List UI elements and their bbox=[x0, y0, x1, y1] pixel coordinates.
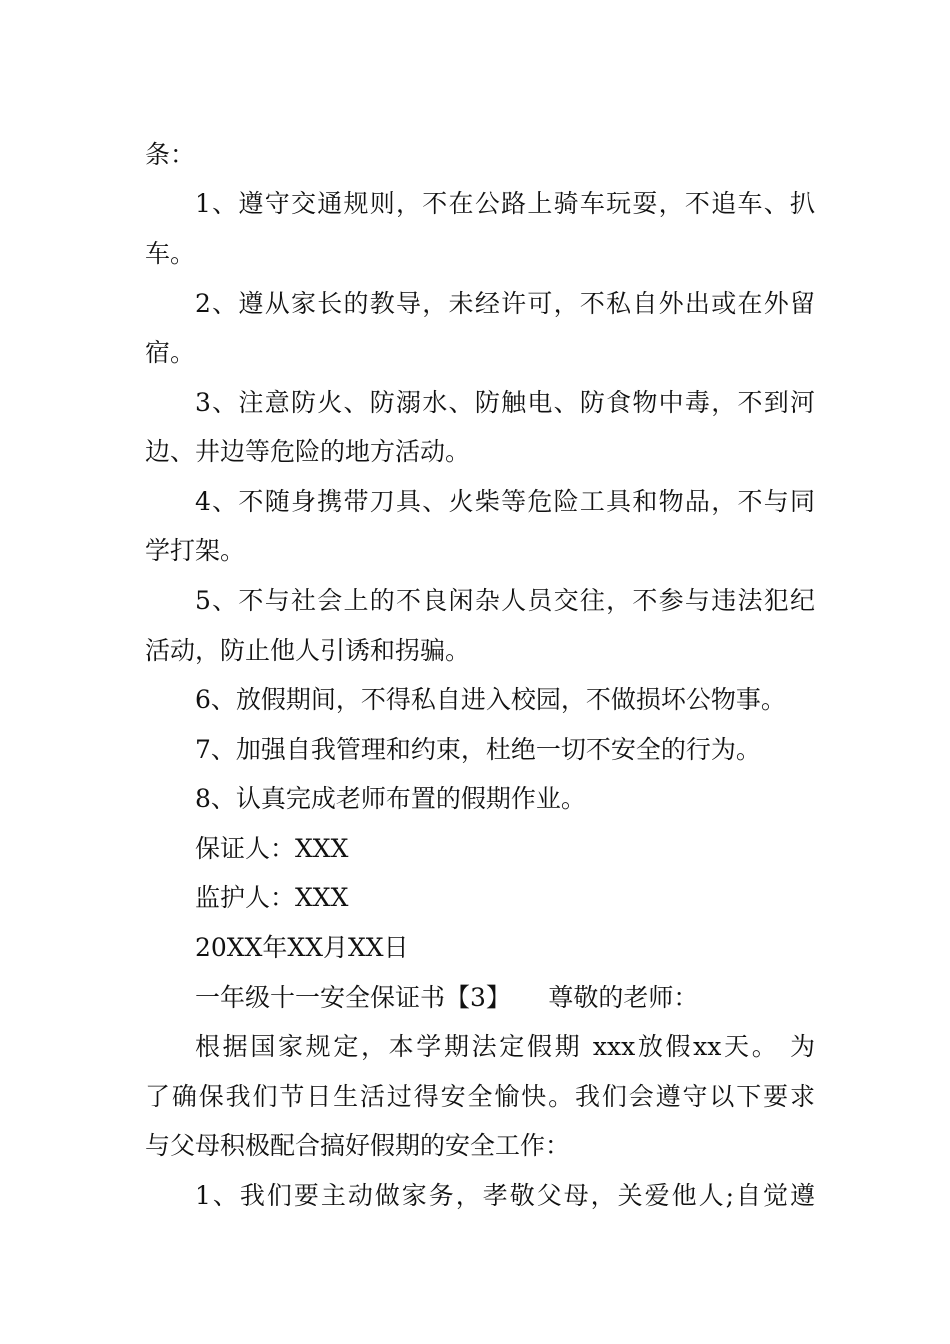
text-line: 学打架。 bbox=[145, 536, 246, 565]
text-line: 1、我们要主动做家务，孝敬父母，关爱他人;自觉遵 bbox=[195, 1181, 815, 1210]
text-line: 3、注意防火、防溺水、防触电、防食物中毒，不到河 bbox=[195, 388, 815, 417]
date-line: 20XX年XX月XX日 bbox=[195, 933, 409, 962]
text-line: 5、不与社会上的不良闲杂人员交往，不参与违法犯纪 bbox=[195, 586, 815, 615]
section-heading: 一年级十一安全保证书【3】 尊敬的老师： bbox=[195, 983, 699, 1012]
text-line: 条： bbox=[145, 140, 196, 169]
text-line: 边、井边等危险的地方活动。 bbox=[145, 437, 471, 466]
text-line: 车。 bbox=[145, 239, 196, 268]
text-line: 宿。 bbox=[145, 338, 196, 367]
text-line: 与父母积极配合搞好假期的安全工作： bbox=[145, 1131, 571, 1160]
text-line: 2、遵从家长的教导，未经许可，不私自外出或在外留 bbox=[195, 289, 815, 318]
text-line: 4、不随身携带刀具、火柴等危险工具和物品，不与同 bbox=[195, 487, 815, 516]
text-line: 8、认真完成老师布置的假期作业。 bbox=[195, 784, 586, 813]
text-line: 1、遵守交通规则，不在公路上骑车玩耍，不追车、扒 bbox=[195, 189, 815, 218]
text-line: 6、放假期间，不得私自进入校园，不做损坏公物事。 bbox=[195, 685, 786, 714]
text-line: 活动，防止他人引诱和拐骗。 bbox=[145, 636, 471, 665]
text-line: 了确保我们节日生活过得安全愉快。我们会遵守以下要求 bbox=[145, 1082, 815, 1111]
signature-guardian: 监护人：XXX bbox=[195, 883, 349, 912]
text-line: 7、加强自我管理和约束，杜绝一切不安全的行为。 bbox=[195, 735, 761, 764]
text-line: 根据国家规定，本学期法定假期 xxx放假xx天。 为 bbox=[195, 1032, 815, 1061]
signature-guarantor: 保证人：XXX bbox=[195, 834, 349, 863]
